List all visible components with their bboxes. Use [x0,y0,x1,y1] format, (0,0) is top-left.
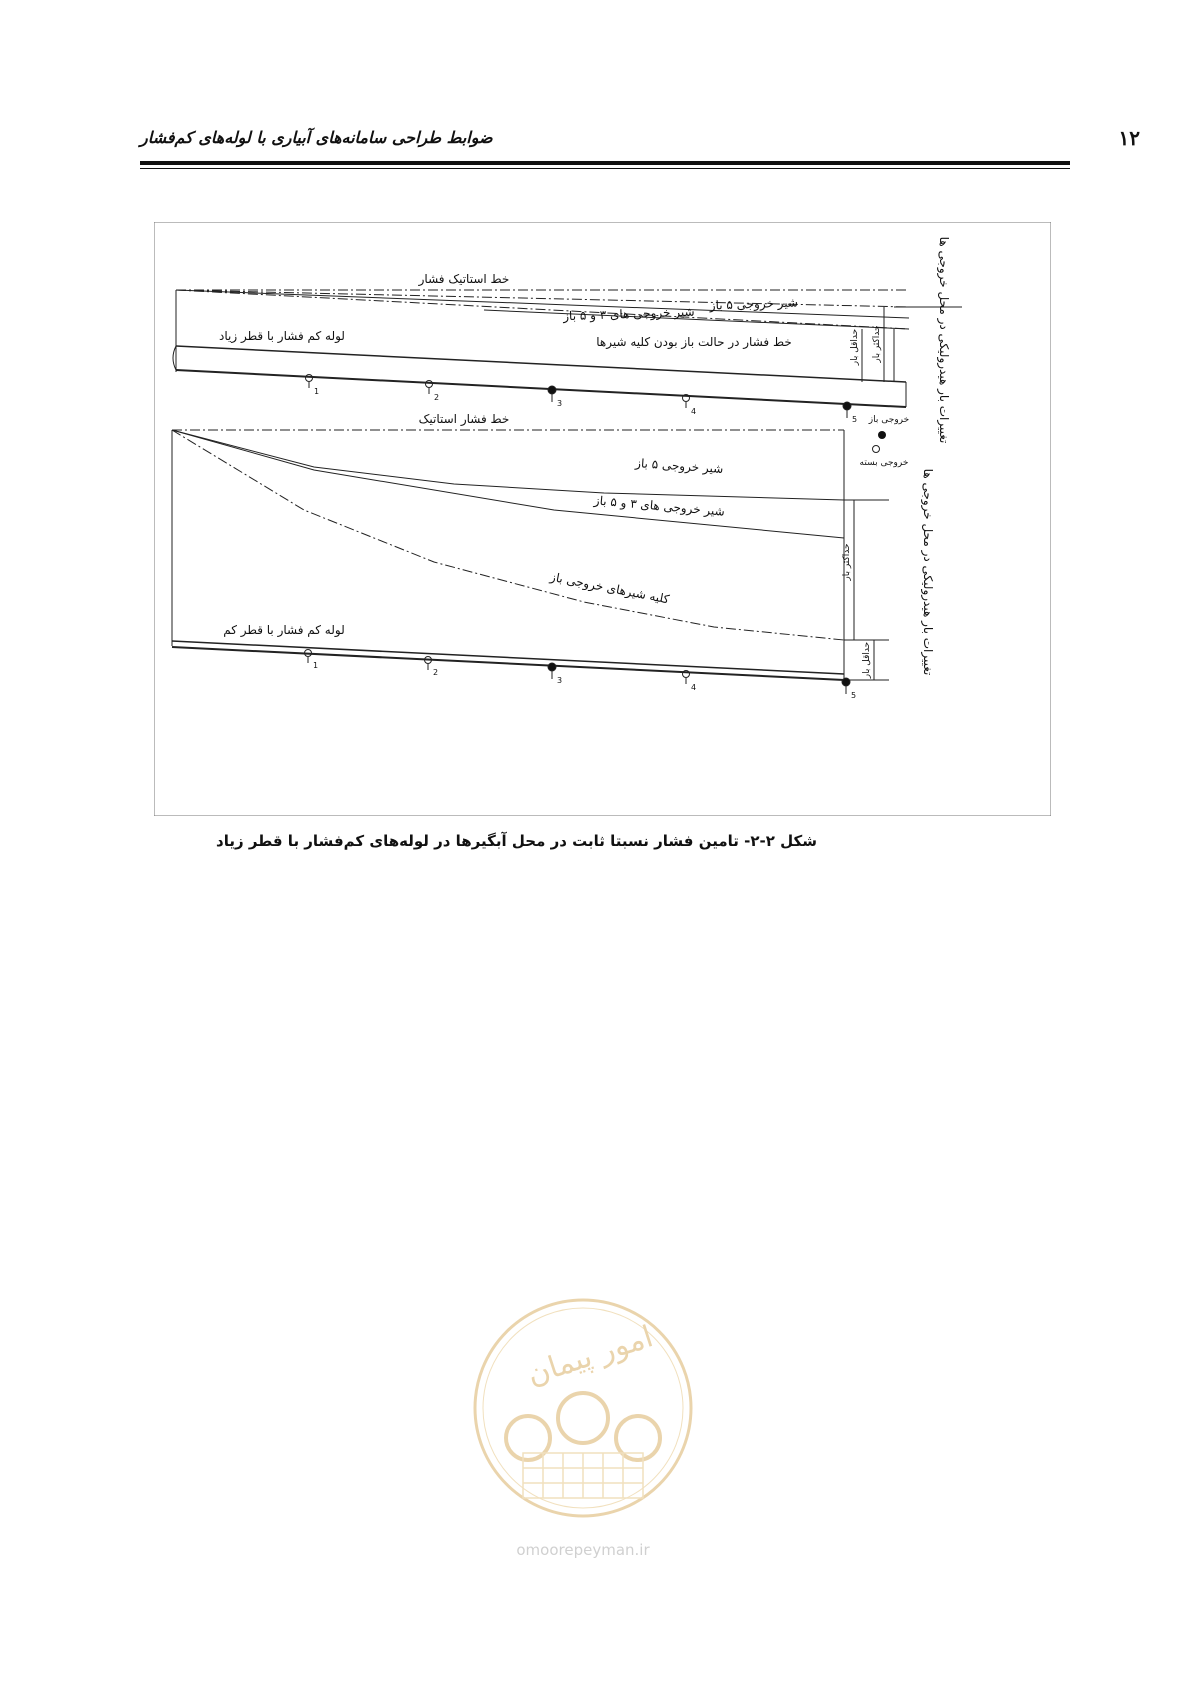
figure-caption: شکل ۲-۲- تامین فشار نسبتا ثابت در محل آبگیرها در لوله‌های کم‌فشار با قطر زیاد [216,832,817,850]
top-pipe-label: لوله کم فشار با قطر زیاد [219,329,345,343]
top-static-label: خط استاتیک فشار [418,272,510,286]
legend-closed-outlet: خروجی بسته [859,458,909,468]
legend-open-outlet: خروجی باز [868,415,910,425]
figure-diagram [154,222,1051,816]
watermark-logo [468,1293,698,1588]
watermark-logo-script: امور پیمان [522,1319,658,1393]
watermark-url: omoorepeyman.ir [516,1541,650,1559]
bottom-pipe-label: لوله کم فشار با قطر کم [223,623,345,637]
bottom-static-label: خط فشار استاتیک [418,412,510,426]
page-header [140,126,1140,172]
bottom-outlet-num-3: 3 [557,676,563,685]
bottom-min-head-label: حداقل بار [862,641,872,679]
side-label-bottom: تغییرات بار هیدرولیکی در محل خروجی ها [921,468,935,676]
top-outlet-num-4: 4 [691,407,697,416]
top-outlet-num-1: 1 [314,387,320,396]
open-outlet-icon [878,431,886,439]
top-outlet-num-5: 5 [852,415,858,424]
gear-icon [506,1393,660,1460]
bottom-outlet-num-2: 2 [433,668,439,677]
bottom-outlet-num-4: 4 [691,683,697,692]
bottom-outlet-num-5: 5 [851,691,857,700]
top-all-open-label: خط فشار در حالت باز بودن کلیه شیرها [596,335,792,349]
bottom-outlet-num-1: 1 [313,661,319,670]
side-label-top: تغییرات بار هیدرولیکی در محل خروجی ها [937,236,951,444]
top-valve5-label: شیر خروجی ۵ باز [709,295,799,313]
bottom-valve5-label: شیر خروجی ۵ باز [634,455,724,477]
top-max-head-label: حداکثر بار [872,325,882,363]
top-valves35-label: شیر خروجی های ۳ و ۵ باز [562,304,695,324]
bottom-max-head-label: حداکثر بار [842,543,852,581]
top-min-head-label: حداقل بار [850,328,860,366]
bottom-all-open-label: کلیه شیرهای خروجی باز [549,569,671,607]
header-rule-thick [140,161,1070,165]
bottom-valves35-label: شیر خروجی های ۳ و ۵ باز [593,493,726,519]
header-rule-thin [140,168,1070,169]
top-outlet-num-3: 3 [557,399,563,408]
page-number: ۱۲ [1118,126,1140,150]
top-outlet-num-2: 2 [434,393,440,402]
running-title: ضوابط طراحی سامانه‌های آبیاری با لوله‌های کم‌فشار [140,128,493,147]
